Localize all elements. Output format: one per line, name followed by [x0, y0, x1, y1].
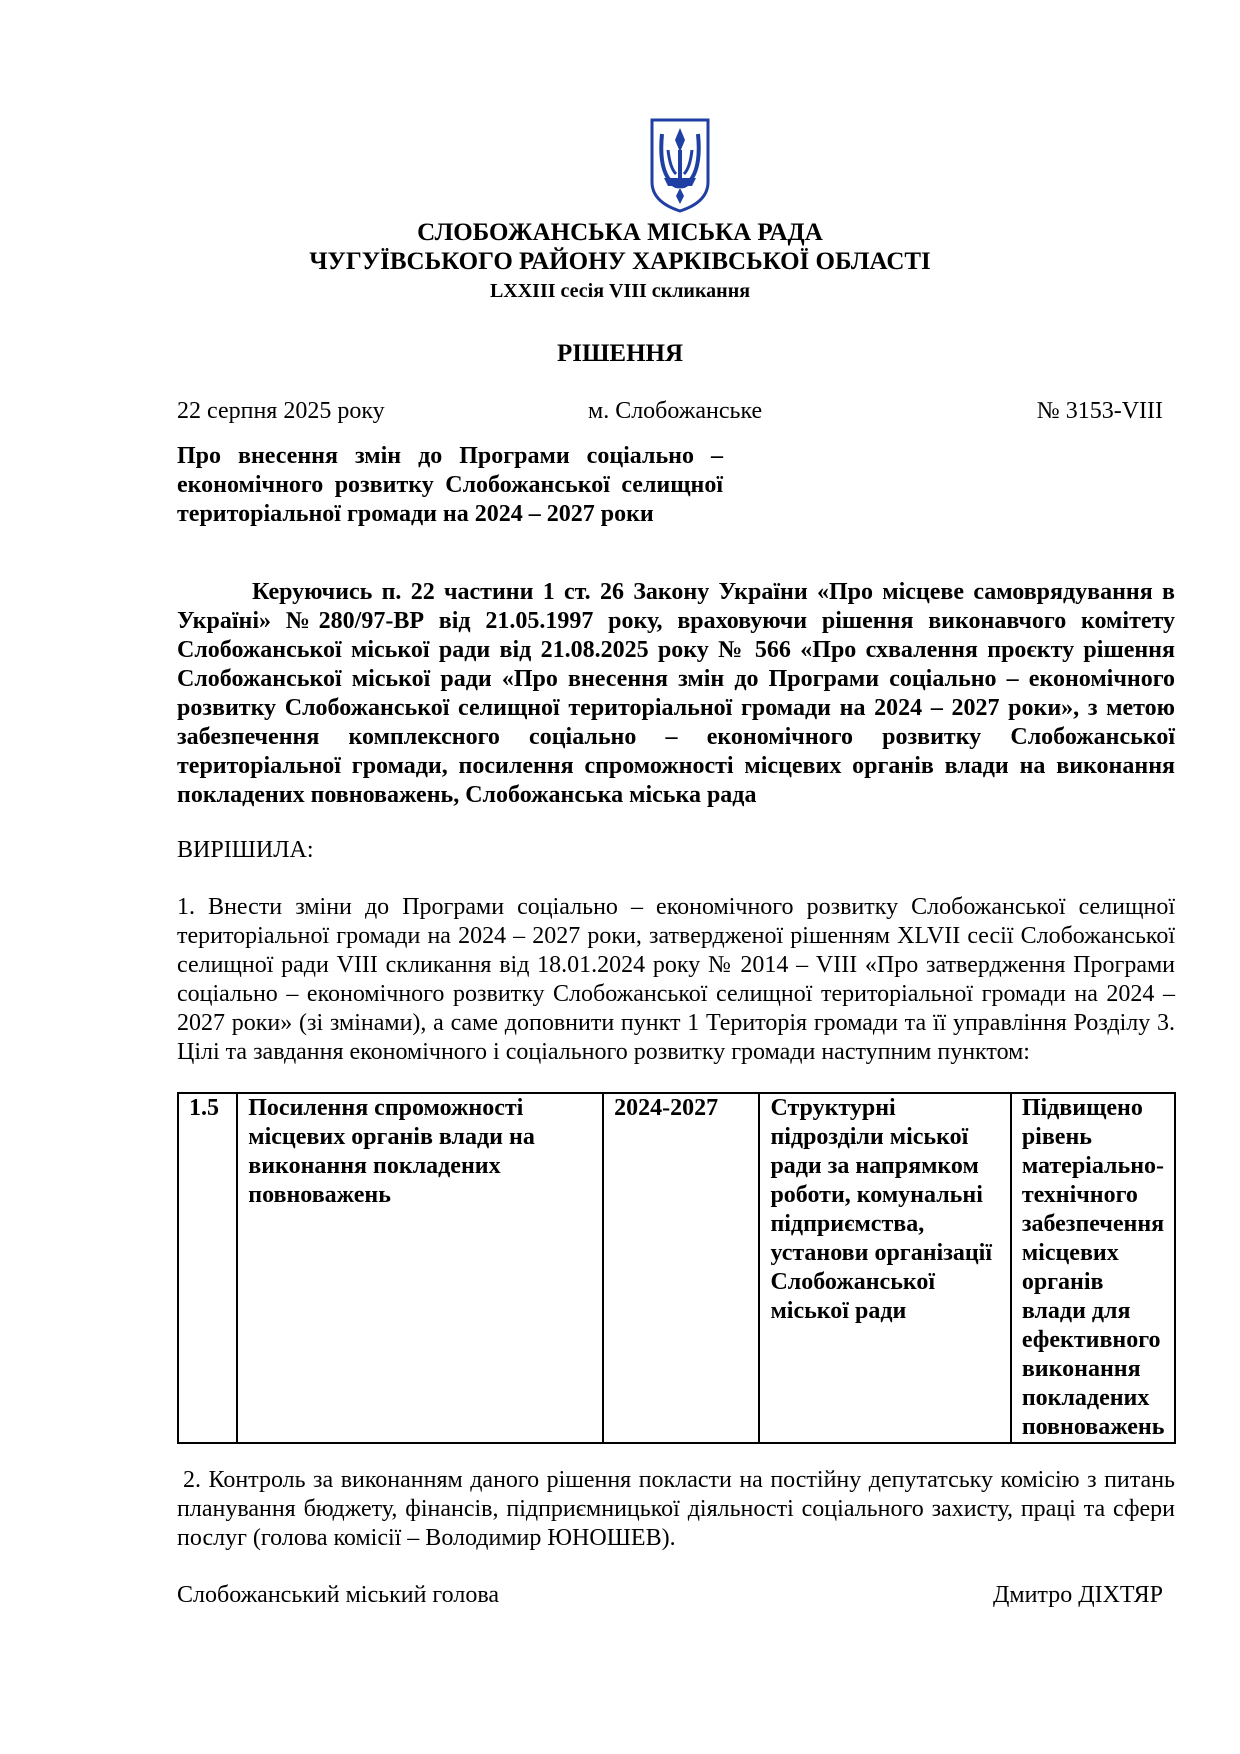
decision-item-1: 1. Внести зміни до Програми соціально – економічного розвитку Слобожанської селищної територіальної громади на 2024 – 2027 роки, затвердженої рішенням XLVII сесії Слобожанської селищної ради VIII скликання від 18.01.2024 року № 2014 – VIII «Про затвердження Програми соціально – економічного розвитку Слобожанської селищної територіальної громади на 2024 – 2027 роки» (зі змінами), а саме доповнити пункт 1 Територія громади та її управління Розділу 3. Цілі та завдання економічного і соціального розвитку громади наступним пунктом: [177, 894, 1175, 1065]
cell-number: 1.5 [178, 1093, 237, 1443]
decided-heading: ВИРІШИЛА: [177, 837, 314, 863]
signatory-title: Слобожанський міський голова [177, 1582, 499, 1608]
program-table [177, 1092, 1176, 1444]
preamble-paragraph: Керуючись п. 22 частини 1 ст. 26 Закону України «Про місцеве самоврядування в Україні» №280/97-ВР від 21.05.1997 року, враховуючи рішення виконавчого комітету Слобожанської міської ради від 21.08.2025 року № 566 «Про схвалення проєкту рішення Слобожанської міської ради «Про внесення змін до Програми соціально – економічного розвитку Слобожанської селищної територіальної громади на 2024 – 2027 роки», з метою забезпечення комплексного соціально – економічного розвитку Слобожанської територіальної громади, посилення спроможності місцевих органів влади на виконання покладених повноважень, Слобожанська міська рада [177, 579, 1175, 808]
decision-item-2: 2. Контроль за виконанням даного рішення покласти на постійну депутатську комісію з питань планування бюджету, фінансів, підприємницької діяльності соціального захисту, праці та сфери послуг (голова комісії – Володимир ЮНОШЕВ). [177, 1467, 1175, 1551]
cell-executors: Структурні підрозділи міської ради за напрямком роботи, комунальні підприємства, установи організації Слобожанської міської ради [759, 1093, 1010, 1443]
decision-number: № 3153-VIII [1036, 398, 1163, 424]
table-row [178, 1093, 1175, 1443]
ukraine-trident-icon [648, 116, 712, 214]
council-name: СЛОБОЖАНСЬКА МІСЬКА РАДА [417, 219, 823, 246]
cell-result: Підвищено рівень матеріально-технічного забезпечення місцевих органів влади для ефективного виконання покладених повноважень [1011, 1093, 1175, 1443]
cell-task: Посилення спроможності місцевих органів влади на виконання покладених повноважень [237, 1093, 603, 1443]
document-type: РІШЕННЯ [556, 340, 684, 367]
cell-period: 2024-2027 [603, 1093, 759, 1443]
session-title: LXXIII сесія VIII скликання [489, 280, 751, 302]
decision-subject: Про внесення змін до Програми соціально – економічного розвитку Слобожанської селищної територіальної громади на 2024 – 2027 роки [177, 443, 723, 527]
decision-date: 22 серпня 2025 року [177, 398, 385, 424]
decision-place: м. Слобожанське [588, 398, 763, 424]
signatory-name: Дмитро ДІХТЯР [993, 1582, 1163, 1608]
district-name: ЧУГУЇВСЬКОГО РАЙОНУ ХАРКІВСЬКОЇ ОБЛАСТІ [309, 248, 931, 275]
